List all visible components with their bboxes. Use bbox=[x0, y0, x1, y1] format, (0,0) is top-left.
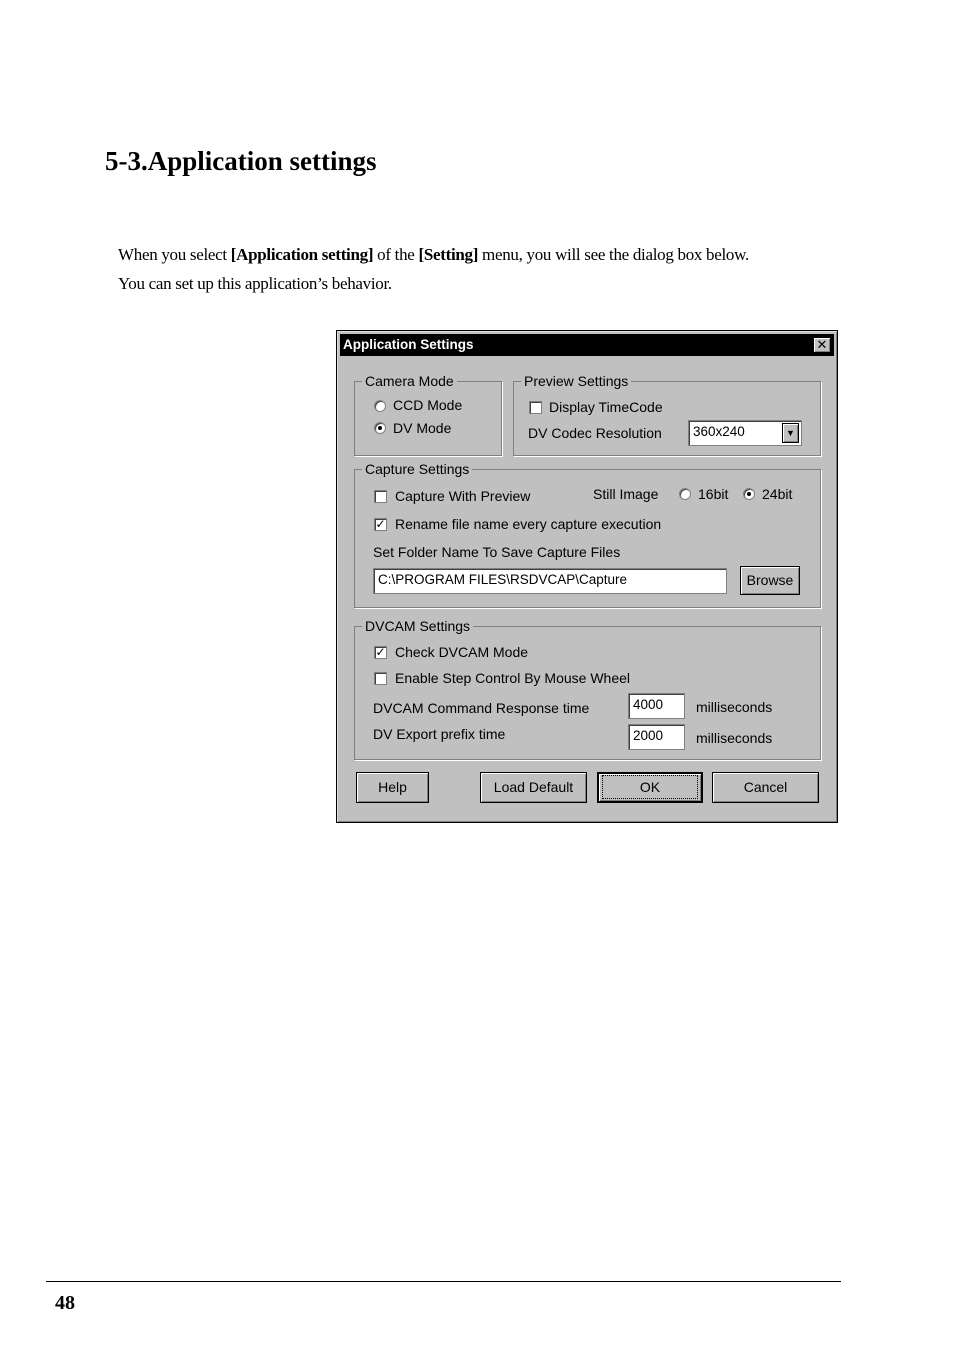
still-24bit-label: 24bit bbox=[762, 486, 793, 502]
prefix-time-input[interactable]: 2000 bbox=[628, 724, 685, 750]
capture-with-preview-label: Capture With Preview bbox=[395, 488, 531, 504]
close-icon: ✕ bbox=[816, 337, 828, 352]
capture-with-preview-checkbox[interactable] bbox=[374, 490, 387, 503]
step-control-label: Enable Step Control By Mouse Wheel bbox=[395, 670, 631, 686]
para-text-pre: When you select bbox=[118, 245, 231, 264]
chevron-down-icon[interactable]: ▼ bbox=[782, 423, 799, 443]
intro-paragraph-line2: You can set up this application’s behavior. bbox=[118, 274, 392, 293]
dvcam-settings-legend: DVCAM Settings bbox=[362, 618, 473, 634]
still-image-label: Still Image bbox=[593, 486, 659, 502]
step-control-checkbox[interactable] bbox=[374, 672, 387, 685]
rename-file-label: Rename file name every capture execution bbox=[395, 516, 662, 532]
intro-paragraph-line1 bbox=[118, 245, 749, 265]
folder-name-label: Set Folder Name To Save Capture Files bbox=[373, 544, 621, 560]
dv-mode-label: DV Mode bbox=[393, 420, 452, 436]
preview-settings-group bbox=[513, 373, 821, 456]
camera-mode-group bbox=[354, 373, 502, 456]
resolution-value: 360x240 bbox=[693, 424, 745, 439]
help-button[interactable]: Help bbox=[356, 772, 429, 803]
display-timecode-label: Display TimeCode bbox=[549, 399, 663, 415]
ok-button-label: OK bbox=[606, 779, 694, 795]
capture-settings-group bbox=[354, 461, 821, 608]
para-bold-setting: [Setting] bbox=[418, 245, 479, 264]
section-heading: 5-3.Application settings bbox=[105, 146, 377, 176]
dv-mode-radio[interactable] bbox=[374, 422, 386, 434]
capture-settings-legend: Capture Settings bbox=[362, 461, 472, 477]
check-dvcam-mode-label: Check DVCAM Mode bbox=[395, 644, 529, 660]
title-bar[interactable] bbox=[340, 334, 834, 356]
para-text-post: menu, you will see the dialog box below. bbox=[478, 245, 749, 264]
display-timecode-checkbox[interactable] bbox=[529, 401, 542, 414]
ok-button[interactable] bbox=[597, 772, 703, 803]
capture-folder-input[interactable]: C:\PROGRAM FILES\RSDVCAP\Capture bbox=[373, 568, 727, 594]
camera-mode-legend: Camera Mode bbox=[362, 373, 457, 389]
para-bold-application-setting: [Application setting] bbox=[230, 245, 374, 264]
ccd-mode-label: CCD Mode bbox=[393, 397, 463, 413]
response-time-unit: milliseconds bbox=[696, 699, 773, 715]
browse-button[interactable]: Browse bbox=[740, 566, 800, 595]
footer-rule bbox=[46, 1281, 841, 1282]
still-16bit-label: 16bit bbox=[698, 486, 729, 502]
prefix-time-label: DV Export prefix time bbox=[373, 726, 506, 742]
rename-file-checkbox[interactable]: ✓ bbox=[375, 517, 386, 531]
response-time-label: DVCAM Command Response time bbox=[373, 700, 590, 716]
cancel-button[interactable]: Cancel bbox=[712, 772, 819, 803]
preview-settings-legend: Preview Settings bbox=[521, 373, 631, 389]
close-button[interactable] bbox=[813, 337, 831, 353]
para-text-mid: of the bbox=[373, 245, 419, 264]
prefix-time-unit: milliseconds bbox=[696, 730, 773, 746]
check-dvcam-mode-checkbox[interactable]: ✓ bbox=[375, 645, 386, 659]
dialog-title: Application Settings bbox=[343, 337, 474, 352]
dv-codec-resolution-select[interactable] bbox=[688, 420, 802, 446]
page-number: 48 bbox=[55, 1292, 75, 1314]
ccd-mode-radio[interactable] bbox=[374, 400, 386, 412]
dv-codec-resolution-label: DV Codec Resolution bbox=[528, 425, 662, 441]
load-default-button[interactable]: Load Default bbox=[480, 772, 587, 803]
still-24bit-radio[interactable] bbox=[743, 488, 755, 500]
still-16bit-radio[interactable] bbox=[679, 488, 691, 500]
dvcam-settings-group bbox=[354, 618, 821, 760]
response-time-input[interactable]: 4000 bbox=[628, 693, 685, 719]
application-settings-dialog bbox=[336, 330, 838, 823]
